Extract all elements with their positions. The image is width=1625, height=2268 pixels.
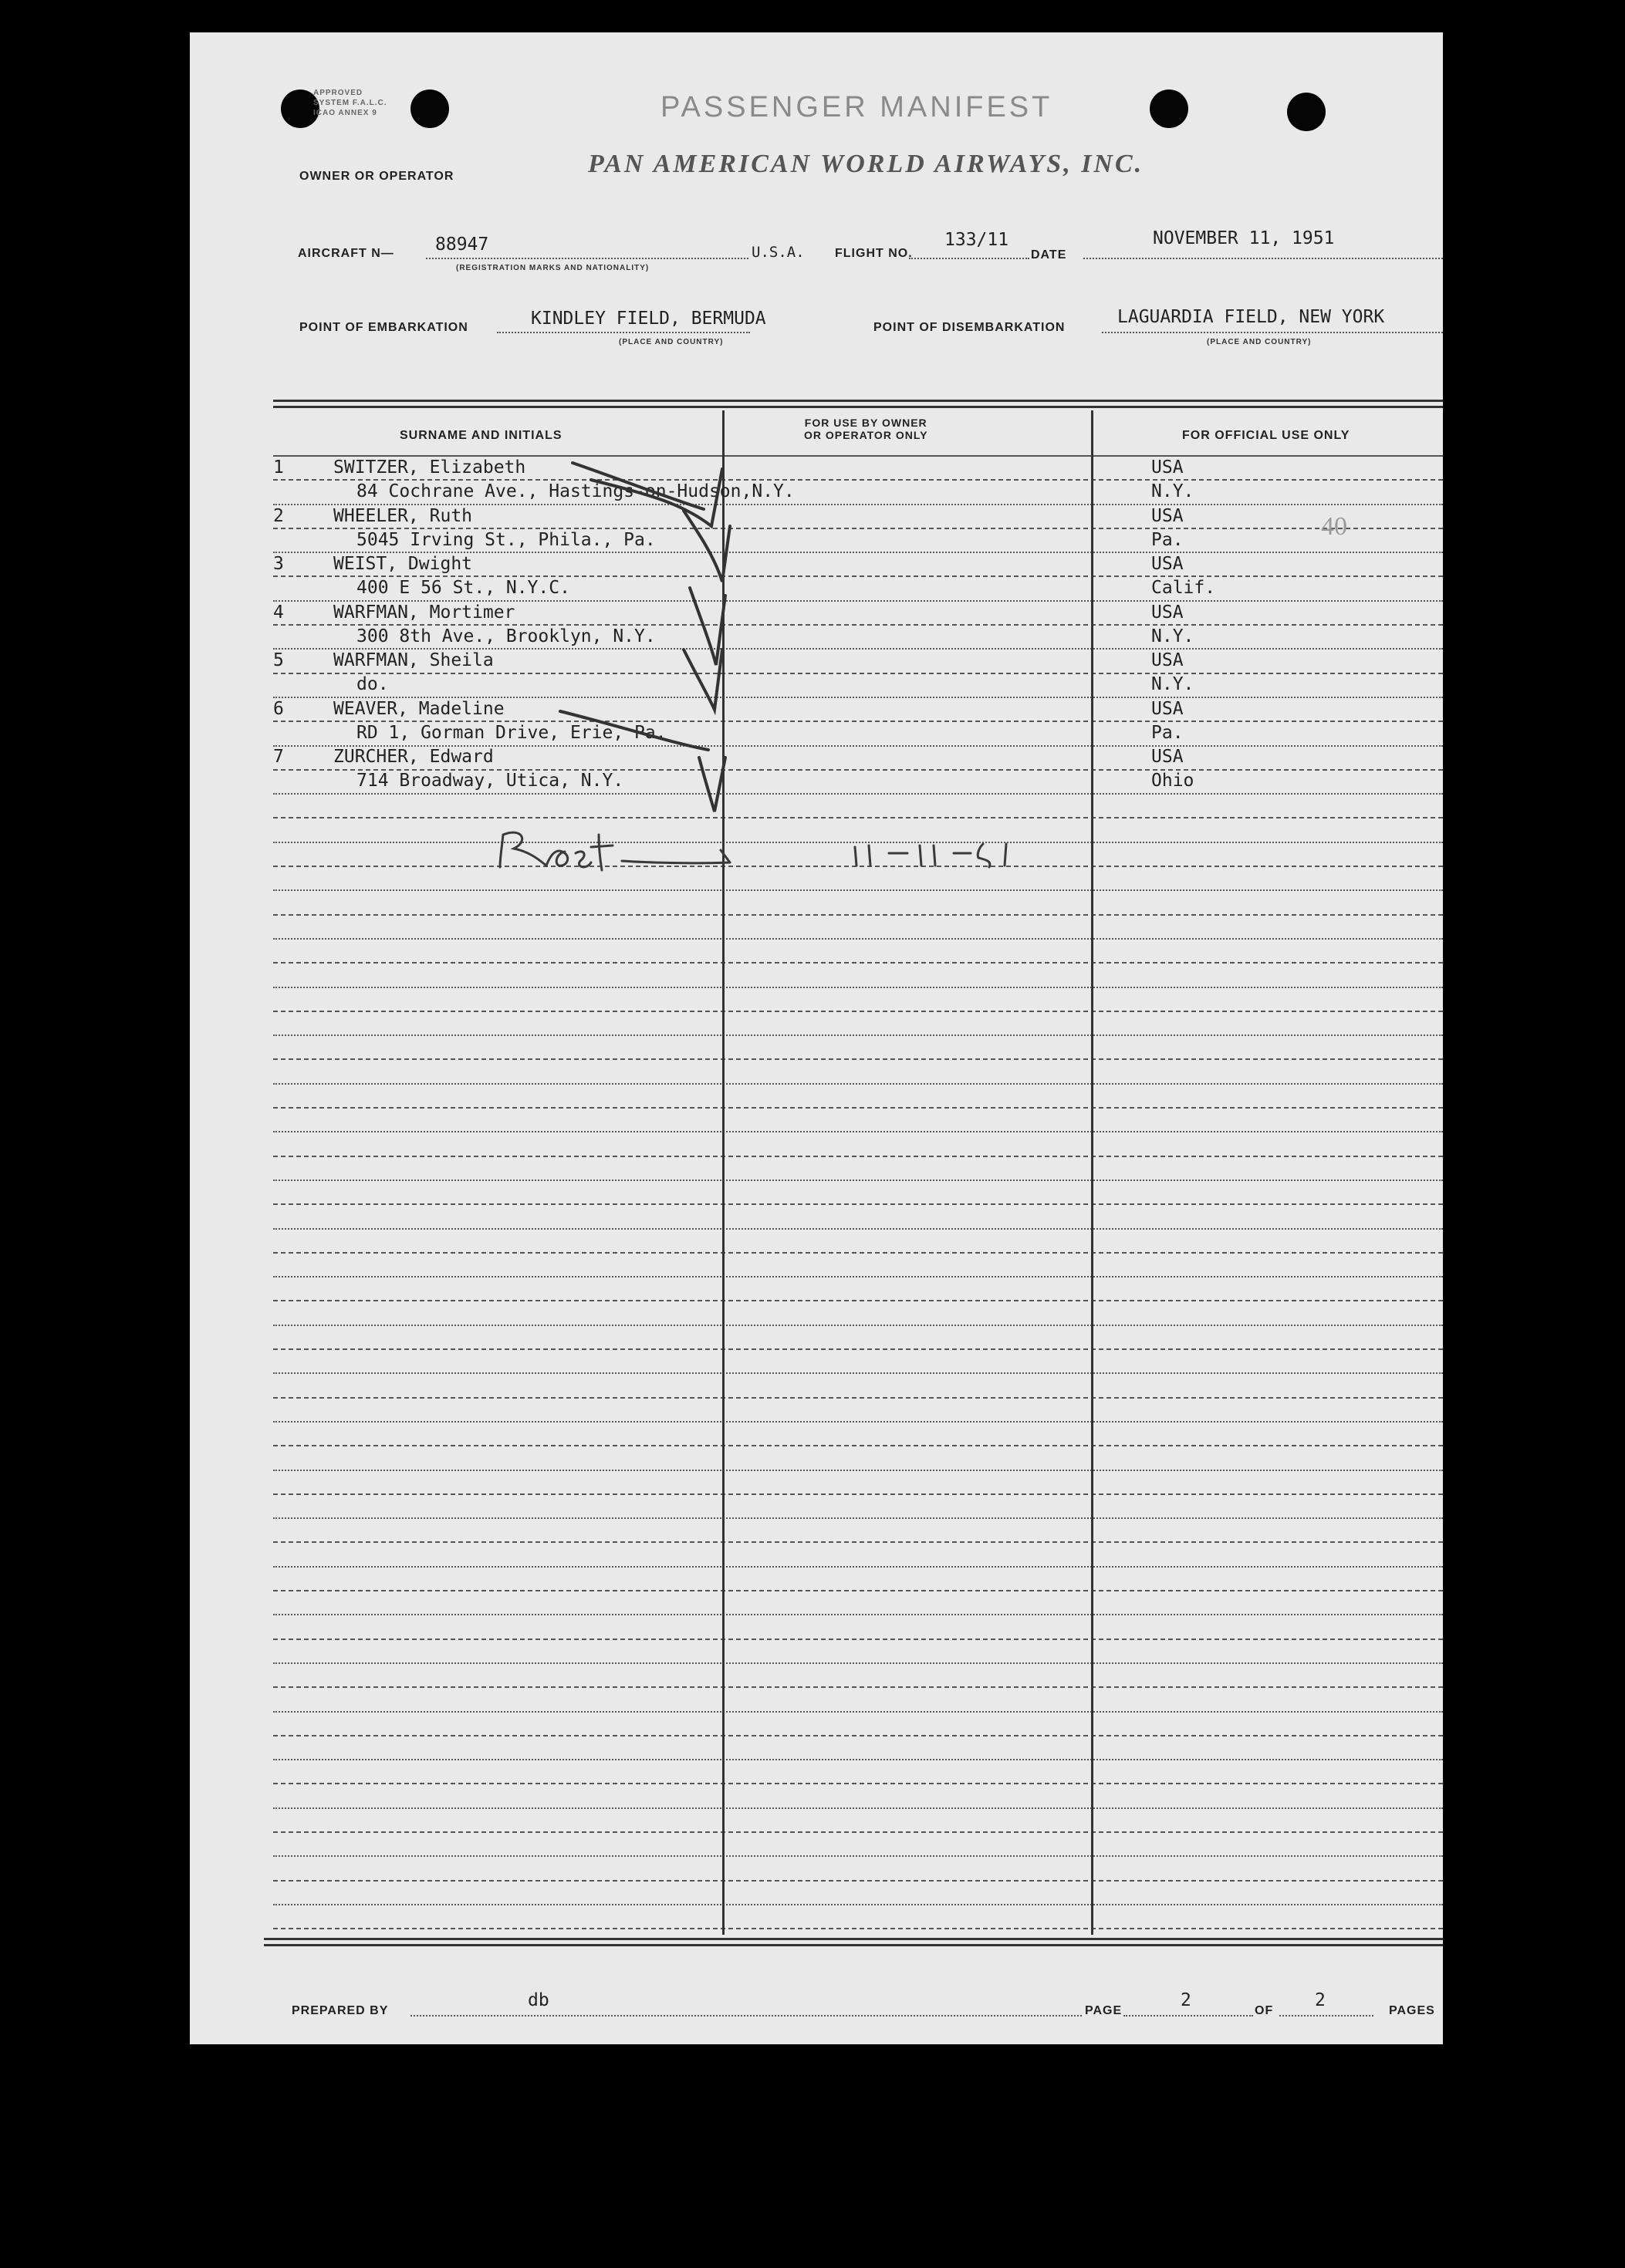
place-note: (PLACE AND COUNTRY) (619, 338, 724, 346)
flight-label: FLIGHT NO. (835, 247, 913, 260)
handwritten-signature (500, 832, 1006, 870)
passenger-name: WEAVER, Madeline (333, 699, 505, 719)
passenger-number: 2 (273, 506, 284, 526)
place-note: (PLACE AND COUNTRY) (1207, 338, 1312, 346)
embark-value: KINDLEY FIELD, BERMUDA (531, 309, 766, 329)
column-header-line: FOR USE BY OWNER (804, 417, 927, 429)
disembark-value: LAGUARDIA FIELD, NEW YORK (1117, 307, 1385, 327)
passenger-number: 6 (273, 699, 284, 719)
airline-name: PAN AMERICAN WORLD AIRWAYS, INC. (588, 150, 1144, 178)
of-label: OF (1255, 2004, 1274, 2017)
check-marks (560, 463, 730, 812)
passenger-residence: Pa. (1151, 723, 1184, 743)
passenger-nationality: USA (1151, 747, 1184, 767)
check-mark (560, 711, 708, 750)
passenger-address: RD 1, Gorman Drive, Erie, Pa. (356, 723, 667, 743)
manifest-page (190, 32, 1443, 2044)
table-bottom-rule (264, 1944, 1443, 1946)
handwritten-marks (190, 32, 1443, 2044)
passenger-name: WARFMAN, Mortimer (333, 602, 515, 623)
page-line (1123, 2015, 1253, 2017)
passenger-name: WHEELER, Ruth (333, 506, 473, 526)
passenger-name: WEIST, Dwight (333, 554, 473, 574)
passenger-number: 5 (273, 650, 284, 670)
of-line (1279, 2015, 1373, 2017)
passenger-number: 7 (273, 747, 284, 767)
passenger-name: ZURCHER, Edward (333, 747, 494, 767)
owner-operator-label: OWNER OR OPERATOR (299, 170, 454, 183)
passenger-nationality: USA (1151, 554, 1184, 574)
passenger-number: 4 (273, 602, 284, 623)
passenger-number: 3 (273, 554, 284, 574)
column-header-line: OR OPERATOR ONLY (804, 429, 928, 441)
passenger-address: 714 Broadway, Utica, N.Y. (356, 771, 624, 791)
passenger-nationality: USA (1151, 506, 1184, 526)
aircraft-label: AIRCRAFT N— (298, 247, 394, 260)
page-label: PAGE (1085, 2004, 1123, 2017)
column-header-name: SURNAME AND INITIALS (400, 429, 562, 442)
page-value: 2 (1181, 1990, 1191, 2010)
passenger-residence: Calif. (1151, 578, 1216, 598)
registration-note: (REGISTRATION MARKS AND NATIONALITY) (456, 264, 650, 272)
passenger-nationality: USA (1151, 650, 1184, 670)
stamp-line: SYSTEM F.A.L.C. (313, 99, 387, 107)
form-title: PASSENGER MANIFEST (660, 91, 1053, 123)
flight-value: 133/11 (944, 230, 1009, 250)
signature-stroke (500, 832, 730, 870)
passenger-nationality: USA (1151, 699, 1184, 719)
check-mark (690, 588, 725, 665)
passenger-name: WARFMAN, Sheila (333, 650, 494, 670)
date-stroke (855, 844, 1006, 867)
passenger-address: 84 Cochrane Ave., Hastings-on-Hudson,N.Y. (356, 481, 795, 501)
passenger-residence: Ohio (1151, 771, 1194, 791)
pages-label: PAGES (1389, 2004, 1435, 2017)
passenger-number: 1 (273, 457, 284, 478)
passenger-address: 300 8th Ave., Brooklyn, N.Y. (356, 626, 656, 646)
country: U.S.A. (752, 244, 805, 261)
passenger-residence: N.Y. (1151, 674, 1194, 694)
check-mark (699, 758, 725, 812)
date-value: NOVEMBER 11, 1951 (1153, 228, 1335, 248)
stamp-line: APPROVED (313, 89, 363, 97)
prepared-label: PREPARED BY (292, 2004, 389, 2017)
passenger-nationality: USA (1151, 602, 1184, 623)
embark-label: POINT OF EMBARKATION (299, 321, 468, 334)
stamp-line: ICAO ANNEX 9 (313, 109, 377, 117)
prepared-line (410, 2015, 1082, 2017)
passenger-name: SWITZER, Elizabeth (333, 457, 526, 478)
prepared-value: db (528, 1990, 549, 2010)
of-value: 2 (1315, 1990, 1326, 2010)
passenger-residence: N.Y. (1151, 481, 1194, 501)
margin-number: 40 (1321, 512, 1347, 541)
passenger-residence: Pa. (1151, 530, 1184, 550)
disembark-label: POINT OF DISEMBARKATION (873, 321, 1066, 334)
date-label: DATE (1031, 248, 1067, 262)
column-header-official: FOR OFFICIAL USE ONLY (1182, 429, 1350, 442)
aircraft-value: 88947 (435, 235, 489, 255)
check-mark (573, 463, 704, 509)
passenger-address: do. (356, 674, 389, 694)
table-bottom-rule (264, 1938, 1443, 1940)
passenger-residence: N.Y. (1151, 626, 1194, 646)
passenger-address: 400 E 56 St., N.Y.C. (356, 578, 570, 598)
passenger-address: 5045 Irving St., Phila., Pa. (356, 530, 656, 550)
passenger-nationality: USA (1151, 457, 1184, 478)
